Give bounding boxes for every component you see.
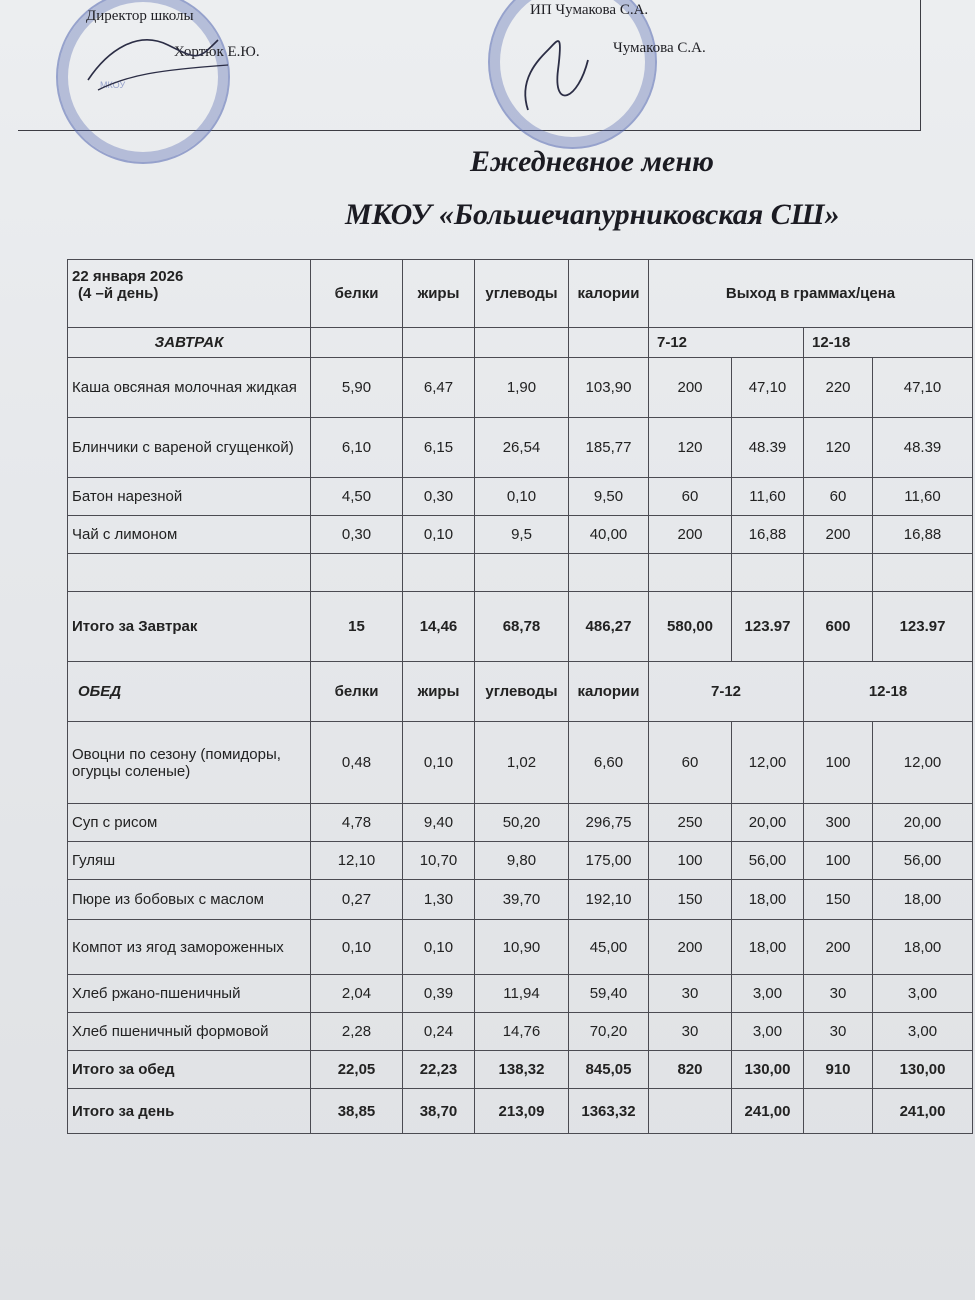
weight-7-12-value: 60 bbox=[649, 478, 732, 516]
price-7-12-value: 3,00 bbox=[732, 975, 804, 1013]
price-7-12-value: 12,00 bbox=[732, 722, 804, 804]
price-12-18-value: 18,00 bbox=[873, 920, 973, 975]
empty-row bbox=[68, 554, 973, 592]
empty-cell bbox=[804, 554, 873, 592]
kalorii-value: 59,40 bbox=[569, 975, 649, 1013]
zhiry-value: 1,30 bbox=[403, 880, 475, 920]
lunch-item-row bbox=[68, 804, 973, 842]
weight-7-12-value: 820 bbox=[649, 1051, 732, 1089]
weight-7-12-value: 30 bbox=[649, 1013, 732, 1051]
price-12-18-value: 123.97 bbox=[873, 592, 973, 662]
weight-7-12-value bbox=[649, 1089, 732, 1134]
belki-value: 2,28 bbox=[311, 1013, 403, 1051]
weight-12-18-value bbox=[804, 1089, 873, 1134]
weight-12-18-value: 200 bbox=[804, 920, 873, 975]
price-7-12-value: 20,00 bbox=[732, 804, 804, 842]
price-7-12-value: 18,00 bbox=[732, 880, 804, 920]
lunch-col_belki: белки bbox=[311, 662, 403, 722]
belki-value: 12,10 bbox=[311, 842, 403, 880]
zhiry-value: 14,46 bbox=[403, 592, 475, 662]
dish-name: Итого за обед bbox=[68, 1051, 311, 1089]
uglevody-value: 68,78 bbox=[475, 592, 569, 662]
dish-name: Хлеб ржано-пшеничный bbox=[68, 975, 311, 1013]
belki-value: 5,90 bbox=[311, 358, 403, 418]
school-stamp-text: МКОУ bbox=[100, 80, 126, 90]
header-belki: белки bbox=[311, 260, 403, 328]
lunch-col_uglevody: углеводы bbox=[475, 662, 569, 722]
lunch-item-row bbox=[68, 1013, 973, 1051]
empty-cell bbox=[311, 554, 403, 592]
date-cell bbox=[68, 260, 311, 328]
dish-name: Блинчики с вареной сгущенкой) bbox=[68, 418, 311, 478]
dish-name: Компот из ягод замороженных bbox=[68, 920, 311, 975]
price-7-12-value: 47,10 bbox=[732, 358, 804, 418]
weight-7-12-value: 200 bbox=[649, 516, 732, 554]
kalorii-value: 296,75 bbox=[569, 804, 649, 842]
kalorii-value: 192,10 bbox=[569, 880, 649, 920]
weight-12-18-value: 150 bbox=[804, 880, 873, 920]
weight-7-12-value: 200 bbox=[649, 358, 732, 418]
dish-name: Каша овсяная молочная жидкая bbox=[68, 358, 311, 418]
weight-12-18-value: 30 bbox=[804, 1013, 873, 1051]
uglevody-value: 11,94 bbox=[475, 975, 569, 1013]
ip-label: ИП Чумакова С.А. bbox=[530, 2, 649, 18]
breakfast-item-row bbox=[68, 478, 973, 516]
belki-value: 0,30 bbox=[311, 516, 403, 554]
breakfast-item-row bbox=[68, 516, 973, 554]
lunch-section-row bbox=[68, 662, 973, 722]
breakfast-section-row bbox=[68, 328, 973, 358]
belki-value: 15 bbox=[311, 592, 403, 662]
dish-name: Чай с лимоном bbox=[68, 516, 311, 554]
price-12-18-value: 3,00 bbox=[873, 1013, 973, 1051]
price-12-18-value: 12,00 bbox=[873, 722, 973, 804]
lunch-section-label: ОБЕД bbox=[68, 662, 311, 722]
belki-value: 0,10 bbox=[311, 920, 403, 975]
price-7-12-value: 3,00 bbox=[732, 1013, 804, 1051]
price-12-18-value: 3,00 bbox=[873, 975, 973, 1013]
empty-cell bbox=[403, 554, 475, 592]
lunch-item-row bbox=[68, 975, 973, 1013]
header-uglevody: углеводы bbox=[475, 260, 569, 328]
weight-12-18-value: 60 bbox=[804, 478, 873, 516]
header-zhiry: жиры bbox=[403, 260, 475, 328]
kalorii-value: 103,90 bbox=[569, 358, 649, 418]
zhiry-value: 10,70 bbox=[403, 842, 475, 880]
weight-7-12-value: 120 bbox=[649, 418, 732, 478]
kalorii-value: 185,77 bbox=[569, 418, 649, 478]
empty-cell bbox=[649, 554, 732, 592]
table-header-row bbox=[68, 260, 973, 328]
price-7-12-value: 56,00 bbox=[732, 842, 804, 880]
weight-12-18-value: 300 bbox=[804, 804, 873, 842]
weight-7-12-value: 250 bbox=[649, 804, 732, 842]
zhiry-value: 0,24 bbox=[403, 1013, 475, 1051]
weight-7-12-value: 150 bbox=[649, 880, 732, 920]
lunch-item-row bbox=[68, 722, 973, 804]
empty-cell bbox=[475, 554, 569, 592]
dish-name: Овоцни по сезону (помидоры, огурцы соленые) bbox=[68, 722, 311, 804]
uglevody-value: 14,76 bbox=[475, 1013, 569, 1051]
dish-name: Итого за день bbox=[68, 1089, 311, 1134]
uglevody-value: 26,54 bbox=[475, 418, 569, 478]
dish-name: Итого за Завтрак bbox=[68, 592, 311, 662]
belki-value: 4,50 bbox=[311, 478, 403, 516]
price-12-18-value: 47,10 bbox=[873, 358, 973, 418]
dish-name: Батон нарезной bbox=[68, 478, 311, 516]
price-12-18-value: 130,00 bbox=[873, 1051, 973, 1089]
uglevody-value: 9,80 bbox=[475, 842, 569, 880]
weight-12-18-value: 100 bbox=[804, 842, 873, 880]
price-7-12-value: 130,00 bbox=[732, 1051, 804, 1089]
weight-12-18-value: 200 bbox=[804, 516, 873, 554]
kalorii-value: 486,27 bbox=[569, 592, 649, 662]
zhiry-value: 0,10 bbox=[403, 516, 475, 554]
price-12-18-value: 20,00 bbox=[873, 804, 973, 842]
day-number-line: (4 –й день) bbox=[78, 285, 159, 302]
dish-name: Хлеб пшеничный формовой bbox=[68, 1013, 311, 1051]
uglevody-value: 1,02 bbox=[475, 722, 569, 804]
weight-7-12-value: 30 bbox=[649, 975, 732, 1013]
breakfast-section-label: ЗАВТРАК bbox=[68, 328, 311, 358]
weight-7-12-value: 580,00 bbox=[649, 592, 732, 662]
zhiry-value: 38,70 bbox=[403, 1089, 475, 1134]
empty-cell bbox=[569, 554, 649, 592]
breakfast-total-row bbox=[68, 592, 973, 662]
zhiry-value: 0,30 bbox=[403, 478, 475, 516]
date-line: 22 января 2026 bbox=[72, 268, 184, 285]
empty-cell bbox=[68, 554, 311, 592]
price-12-18-value: 18,00 bbox=[873, 880, 973, 920]
belki-value: 22,05 bbox=[311, 1051, 403, 1089]
ip-signature bbox=[508, 20, 598, 120]
weight-12-18-value: 600 bbox=[804, 592, 873, 662]
zhiry-value: 9,40 bbox=[403, 804, 475, 842]
breakfast-col_belki bbox=[311, 328, 403, 358]
lunch-col_kalorii: калории bbox=[569, 662, 649, 722]
price-7-12-value: 123.97 bbox=[732, 592, 804, 662]
breakfast-item-row bbox=[68, 418, 973, 478]
lunch-total-row bbox=[68, 1051, 973, 1089]
price-7-12-value: 18,00 bbox=[732, 920, 804, 975]
belki-value: 2,04 bbox=[311, 975, 403, 1013]
belki-value: 6,10 bbox=[311, 418, 403, 478]
dish-name: Суп с рисом bbox=[68, 804, 311, 842]
lunch-item-row bbox=[68, 920, 973, 975]
uglevody-value: 50,20 bbox=[475, 804, 569, 842]
uglevody-value: 1,90 bbox=[475, 358, 569, 418]
header-output: Выход в граммах/цена bbox=[649, 260, 973, 328]
lunch-col_zhiry: жиры bbox=[403, 662, 475, 722]
menu-table bbox=[67, 259, 973, 1134]
kalorii-value: 9,50 bbox=[569, 478, 649, 516]
price-12-18-value: 11,60 bbox=[873, 478, 973, 516]
director-name: Хортюк Е.Ю. bbox=[174, 44, 260, 60]
menu-title: Ежедневное меню bbox=[470, 145, 714, 178]
school-title: МКОУ «Большечапурниковская СШ» bbox=[345, 198, 840, 231]
weight-7-12-value: 200 bbox=[649, 920, 732, 975]
weight-12-18-value: 100 bbox=[804, 722, 873, 804]
menu-table-body bbox=[68, 260, 973, 1134]
weight-7-12-value: 60 bbox=[649, 722, 732, 804]
price-7-12-value: 48.39 bbox=[732, 418, 804, 478]
weight-7-12-value: 100 bbox=[649, 842, 732, 880]
header-kalorii: калории bbox=[569, 260, 649, 328]
zhiry-value: 0,10 bbox=[403, 722, 475, 804]
breakfast-col_kalorii bbox=[569, 328, 649, 358]
director-signature bbox=[78, 20, 238, 110]
ip-name: Чумакова С.А. bbox=[613, 40, 706, 56]
price-7-12-value: 241,00 bbox=[732, 1089, 804, 1134]
uglevody-value: 0,10 bbox=[475, 478, 569, 516]
kalorii-value: 175,00 bbox=[569, 842, 649, 880]
uglevody-value: 10,90 bbox=[475, 920, 569, 975]
weight-12-18-value: 30 bbox=[804, 975, 873, 1013]
lunch-age-7-12: 7-12 bbox=[649, 662, 804, 722]
lunch-item-row bbox=[68, 880, 973, 920]
dish-name: Пюре из бобовых с маслом bbox=[68, 880, 311, 920]
day-total-row bbox=[68, 1089, 973, 1134]
breakfast-col_uglevody bbox=[475, 328, 569, 358]
uglevody-value: 9,5 bbox=[475, 516, 569, 554]
kalorii-value: 1363,32 bbox=[569, 1089, 649, 1134]
weight-12-18-value: 220 bbox=[804, 358, 873, 418]
lunch-age-12-18: 12-18 bbox=[804, 662, 973, 722]
kalorii-value: 70,20 bbox=[569, 1013, 649, 1051]
breakfast-age-7-12: 7-12 bbox=[649, 328, 804, 358]
zhiry-value: 0,39 bbox=[403, 975, 475, 1013]
zhiry-value: 6,15 bbox=[403, 418, 475, 478]
uglevody-value: 213,09 bbox=[475, 1089, 569, 1134]
approval-header bbox=[18, 0, 921, 131]
price-12-18-value: 16,88 bbox=[873, 516, 973, 554]
uglevody-value: 39,70 bbox=[475, 880, 569, 920]
zhiry-value: 22,23 bbox=[403, 1051, 475, 1089]
price-7-12-value: 11,60 bbox=[732, 478, 804, 516]
kalorii-value: 845,05 bbox=[569, 1051, 649, 1089]
director-label: Директор школы bbox=[86, 8, 194, 24]
dish-name: Гуляш bbox=[68, 842, 311, 880]
price-12-18-value: 56,00 bbox=[873, 842, 973, 880]
belki-value: 0,48 bbox=[311, 722, 403, 804]
zhiry-value: 0,10 bbox=[403, 920, 475, 975]
empty-cell bbox=[873, 554, 973, 592]
breakfast-col_zhiry bbox=[403, 328, 475, 358]
empty-cell bbox=[732, 554, 804, 592]
belki-value: 38,85 bbox=[311, 1089, 403, 1134]
belki-value: 4,78 bbox=[311, 804, 403, 842]
weight-12-18-value: 120 bbox=[804, 418, 873, 478]
zhiry-value: 6,47 bbox=[403, 358, 475, 418]
price-12-18-value: 241,00 bbox=[873, 1089, 973, 1134]
price-12-18-value: 48.39 bbox=[873, 418, 973, 478]
uglevody-value: 138,32 bbox=[475, 1051, 569, 1089]
weight-12-18-value: 910 bbox=[804, 1051, 873, 1089]
price-7-12-value: 16,88 bbox=[732, 516, 804, 554]
lunch-item-row bbox=[68, 842, 973, 880]
kalorii-value: 6,60 bbox=[569, 722, 649, 804]
belki-value: 0,27 bbox=[311, 880, 403, 920]
breakfast-item-row bbox=[68, 358, 973, 418]
breakfast-age-12-18: 12-18 bbox=[804, 328, 973, 358]
kalorii-value: 40,00 bbox=[569, 516, 649, 554]
kalorii-value: 45,00 bbox=[569, 920, 649, 975]
